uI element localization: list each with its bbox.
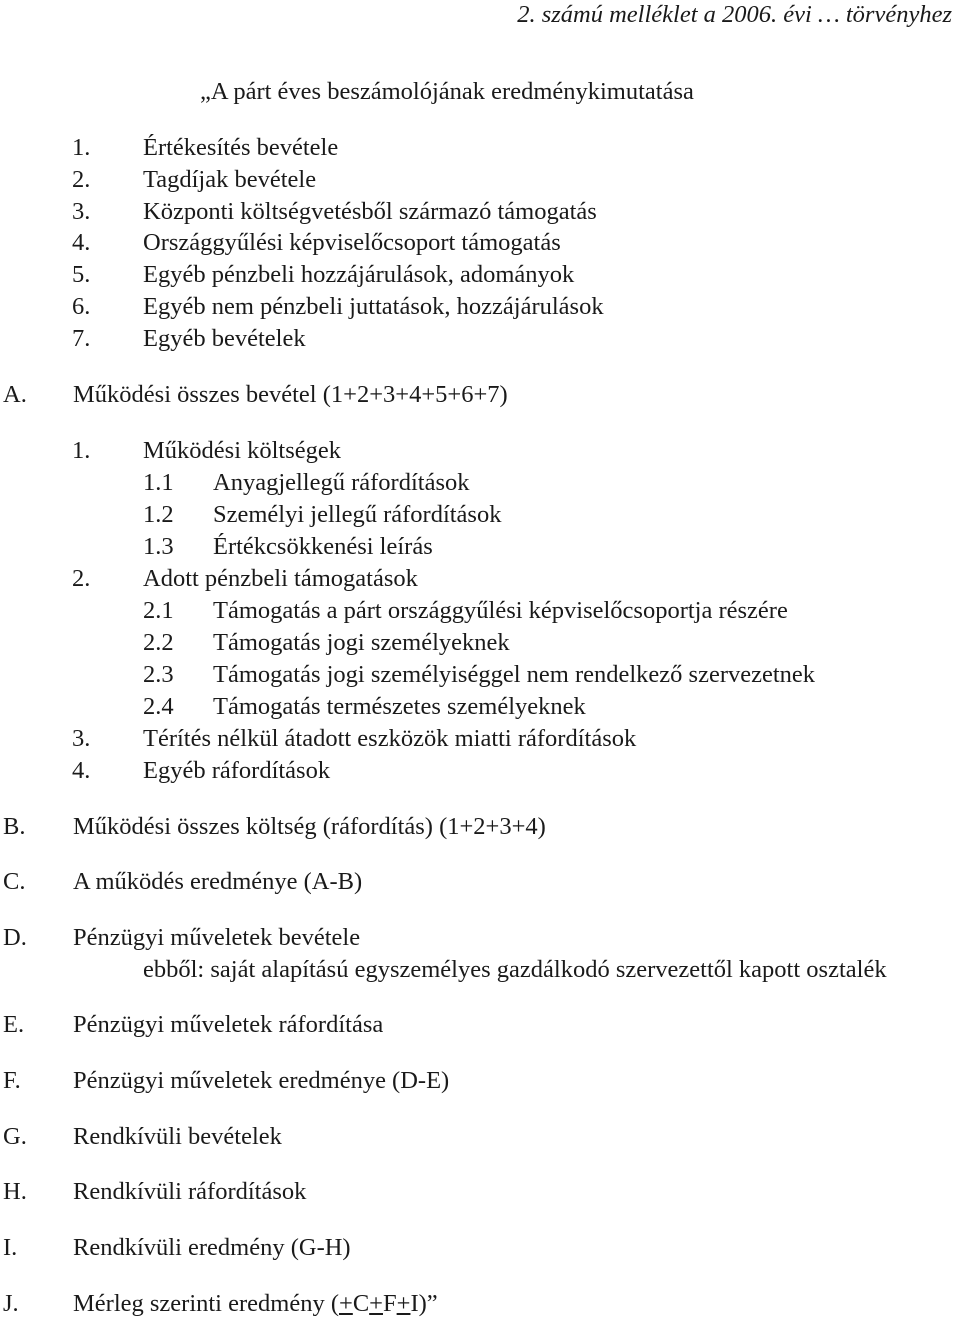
- item-label: Egyéb ráfordítások: [143, 757, 331, 784]
- section-letter: G.: [3, 1123, 27, 1150]
- section-label: A működés eredménye (A-B): [73, 868, 363, 895]
- section-label: [73, 1289, 438, 1319]
- section-sublabel: ebből: saját alapítású egyszemélyes gazdálkodó szervezettől kapott osztalék: [143, 956, 887, 983]
- label-text: I)”: [410, 1290, 438, 1317]
- plus-minus-sign: +: [396, 1290, 411, 1317]
- item-label: Egyéb bevételek: [143, 325, 306, 352]
- item-number: 6.: [72, 293, 91, 320]
- item-number: 2.: [72, 166, 91, 193]
- item-label: Támogatás a párt országgyűlési képviselőcsoportja részére: [213, 597, 788, 624]
- item-label: Értékcsökkenési leírás: [213, 533, 433, 560]
- item-label: Adott pénzbeli támogatások: [143, 565, 418, 592]
- section-label: Működési összes költség (ráfordítás) (1+2+3+4): [73, 813, 546, 840]
- item-label: Anyagjellegű ráfordítások: [213, 469, 470, 496]
- item-label: Egyéb nem pénzbeli juttatások, hozzájárulások: [143, 293, 604, 320]
- plus-minus-sign: +: [338, 1290, 353, 1317]
- item-label: Személyi jellegű ráfordítások: [213, 501, 502, 528]
- section-letter: J.: [3, 1290, 19, 1317]
- section-letter: D.: [3, 924, 27, 951]
- item-number: 1.3: [143, 533, 174, 560]
- item-number: 1.1: [143, 469, 174, 496]
- item-number: 4.: [72, 757, 91, 784]
- item-label: Egyéb pénzbeli hozzájárulások, adományok: [143, 261, 575, 288]
- item-number: 2.: [72, 565, 91, 592]
- section-letter: A.: [3, 381, 27, 408]
- item-label: Térítés nélkül átadott eszközök miatti ráfordítások: [143, 725, 637, 752]
- item-number: 5.: [72, 261, 91, 288]
- section-label: Működési összes bevétel (1+2+3+4+5+6+7): [73, 381, 508, 408]
- item-label: Működési költségek: [143, 437, 342, 464]
- section-letter: F.: [3, 1067, 21, 1094]
- item-number: 2.2: [143, 629, 174, 656]
- label-text: F: [382, 1290, 397, 1317]
- item-number: 1.: [72, 437, 91, 464]
- section-label: Rendkívüli eredmény (G-H): [73, 1234, 351, 1261]
- document-header: 2. számú melléklet a 2006. évi … törvényhez: [517, 1, 952, 28]
- item-label: Országgyűlési képviselőcsoport támogatás: [143, 229, 561, 256]
- item-number: 3.: [72, 198, 91, 225]
- section-label: Rendkívüli bevételek: [73, 1123, 282, 1150]
- section-letter: H.: [3, 1178, 27, 1205]
- section-letter: B.: [3, 813, 26, 840]
- item-number: 2.3: [143, 661, 174, 688]
- item-label: Támogatás jogi személyiséggel nem rendelkező szervezetnek: [213, 661, 816, 688]
- item-number: 3.: [72, 725, 91, 752]
- section-label: Pénzügyi műveletek eredménye (D-E): [73, 1067, 450, 1094]
- section-letter: I.: [3, 1234, 18, 1261]
- item-label: Értékesítés bevétele: [143, 134, 339, 161]
- item-number: 1.: [72, 134, 91, 161]
- section-label: Pénzügyi műveletek bevétele: [73, 924, 361, 951]
- section-letter: E.: [3, 1011, 25, 1038]
- item-number: 2.1: [143, 597, 174, 624]
- item-number: 2.4: [143, 693, 174, 720]
- section-label: Rendkívüli ráfordítások: [73, 1178, 307, 1205]
- document-title: „A párt éves beszámolójának eredménykimutatása: [200, 78, 694, 105]
- item-label: Tagdíjak bevétele: [143, 166, 317, 193]
- item-label: Központi költségvetésből származó támogatás: [143, 198, 597, 225]
- section-letter: C.: [3, 868, 26, 895]
- item-number: 7.: [72, 325, 91, 352]
- item-label: Támogatás természetes személyeknek: [213, 693, 586, 720]
- item-number: 1.2: [143, 501, 174, 528]
- label-text: C: [352, 1290, 370, 1317]
- item-label: Támogatás jogi személyeknek: [213, 629, 510, 656]
- section-label: Pénzügyi műveletek ráfordítása: [73, 1011, 384, 1038]
- plus-minus-sign: +: [369, 1290, 383, 1317]
- item-number: 4.: [72, 229, 91, 256]
- label-text: Mérleg szerinti eredmény (: [73, 1290, 339, 1317]
